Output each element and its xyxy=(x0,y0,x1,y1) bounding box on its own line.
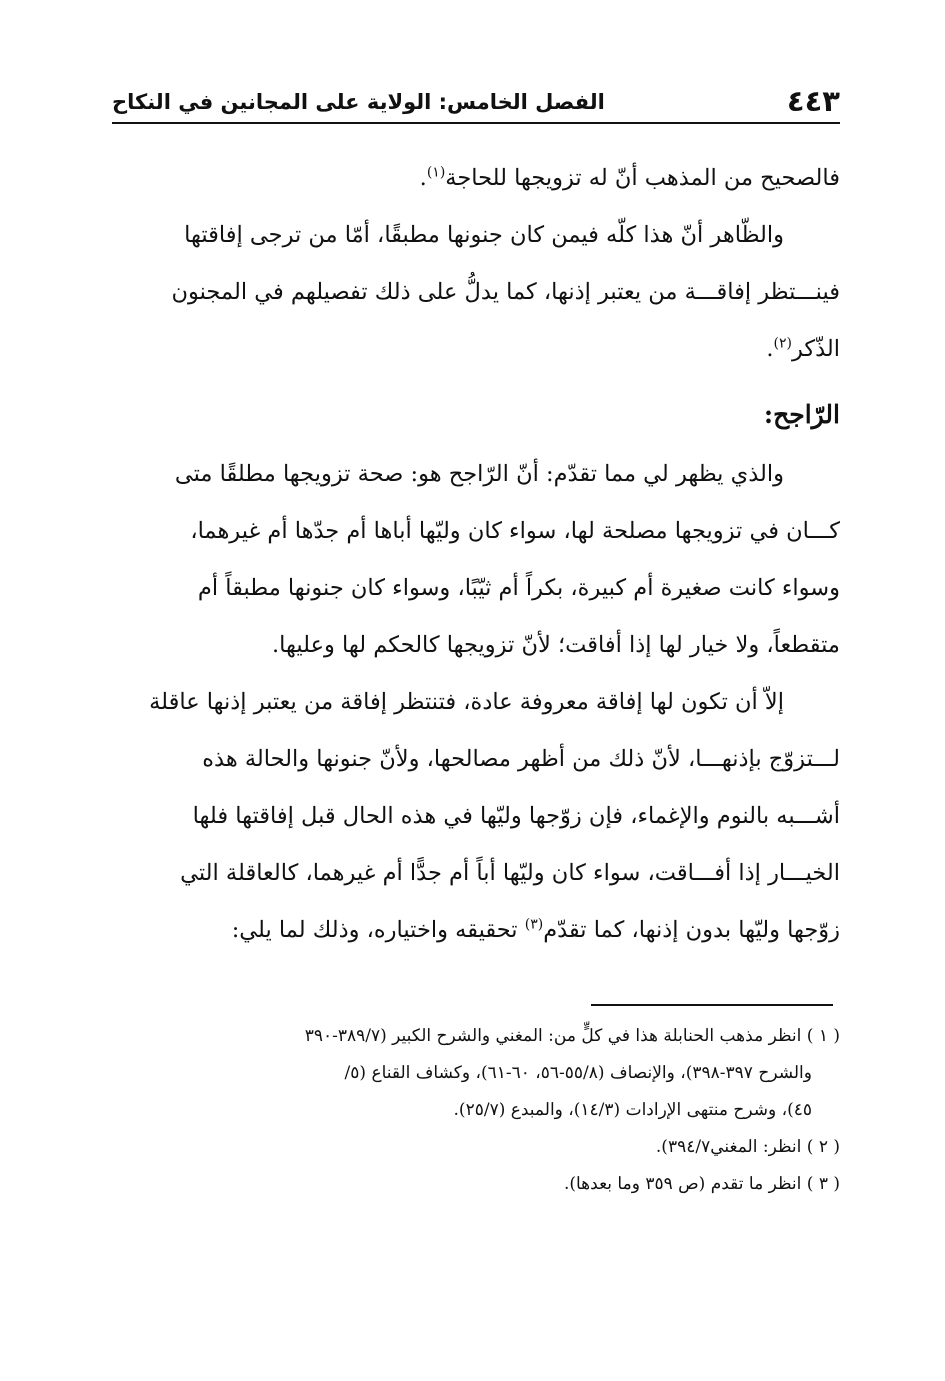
footnote-ref-1: (١) xyxy=(426,164,446,181)
text-segment: الذّكر xyxy=(791,336,840,362)
footnote-2: ( ٢ ) انظر: المغني٣٩٤/٧). xyxy=(655,1137,840,1157)
footnote-separator xyxy=(591,1004,833,1006)
section-heading: الرّاجح: xyxy=(763,400,840,429)
footnote-1-continued: والشرح ٣٩٧-٣٩٨)، والإنصاف (٥٥/٨-٥٦، ٦٠-٦١)، وكشاف القناع (٥/ xyxy=(344,1063,812,1083)
text-line: الخيـــار إذا أفـــاقت، سواء كان وليّها أباً أم جدًّا أم غيرهما، كالعاقلة التي xyxy=(180,860,840,886)
footnote-ref-3: (٣) xyxy=(524,916,544,933)
text-line: فينـــتظر إفاقـــة من يعتبر إذنها، كما يدلُّ على ذلك تفصيلهم في المجنون xyxy=(171,279,840,305)
text-segment: زوّجها وليّها بدون إذنها، كما تقدّم xyxy=(543,917,840,943)
text-segment: . xyxy=(766,336,774,362)
page-number: ٤٤٣ xyxy=(786,84,840,118)
footnote-ref-2: (٢) xyxy=(773,335,792,352)
text-line: كـــان في تزويجها مصلحة لها، سواء كان وليّها أباها أم جدّها أم غيرهما، xyxy=(190,518,840,544)
text-line xyxy=(112,321,840,378)
text-line: وسواء كانت صغيرة أم كبيرة، بكراً أم ثيّبًا، وسواء كان جنونها مطبقاً أم xyxy=(197,575,840,601)
paragraph-3 xyxy=(112,446,840,674)
text-segment: تحقيقه واختياره، وذلك لما يلي: xyxy=(231,917,525,943)
page-header xyxy=(112,82,840,124)
footnote-1-continued: ٤٥)، وشرح منتهى الإرادات (١٤/٣)، والمبدع (٢٥/٧). xyxy=(453,1100,812,1120)
paragraph-1 xyxy=(112,150,840,207)
footnote-3: ( ٣ ) انظر ما تقدم (ص ٣٥٩ وما بعدها). xyxy=(563,1174,840,1194)
text-line xyxy=(112,150,840,207)
text-line: والذي يظهر لي مما تقدّم: أنّ الرّاجح هو: صحة تزويجها مطلقًا متى xyxy=(174,461,784,487)
paragraph-4 xyxy=(112,674,840,959)
running-title: الفصل الخامس: الولاية على المجانين في النكاح xyxy=(112,90,605,114)
footnotes xyxy=(112,1018,840,1203)
text-line: لـــتزوّج بإذنهـــا، لأنّ ذلك من أظهر مصالحها، ولأنّ جنونها والحالة هذه xyxy=(202,746,840,772)
text-line xyxy=(112,902,840,959)
text-line: إلاّ أن تكون لها إفاقة معروفة عادة، فتنتظر إفاقة من يعتبر إذنها عاقلة xyxy=(149,689,784,715)
text-line: متقطعاً، ولا خيار لها إذا أفاقت؛ لأنّ تزويجها كالحكم لها وعليها. xyxy=(271,632,840,658)
text-line: والظّاهر أنّ هذا كلّه فيمن كان جنونها مطبقًا، أمّا من ترجى إفاقتها xyxy=(184,222,784,248)
text-segment: فالصحيح من المذهب أنّ له تزويجها للحاجة xyxy=(445,165,840,191)
paragraph-2 xyxy=(112,207,840,378)
main-text xyxy=(112,150,840,959)
text-segment: . xyxy=(419,165,427,191)
footnote-1: ( ١ ) انظر مذهب الحنابلة هذا في كلٍّ من: المغني والشرح الكبير (٣٨٩/٧-٣٩٠ xyxy=(304,1026,840,1046)
text-line: أشـــبه بالنوم والإغماء، فإن زوّجها وليّها في هذه الحال قبل إفاقتها فلها xyxy=(192,803,840,829)
